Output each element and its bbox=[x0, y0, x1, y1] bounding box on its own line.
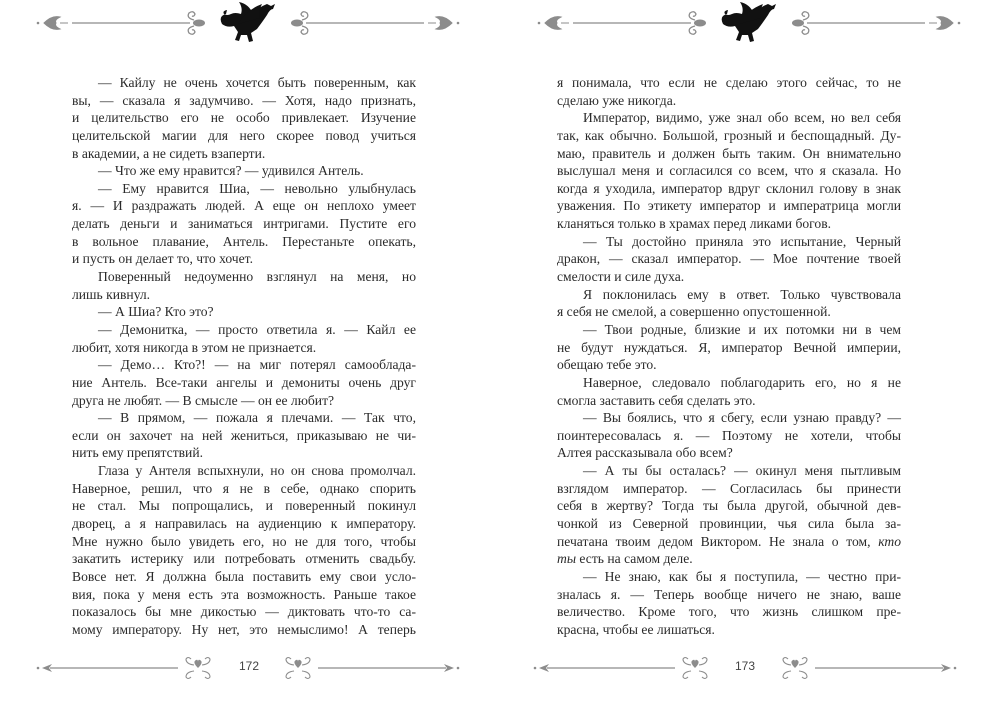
line-text: Император, видимо, уже знал обо всем, но вел себя bbox=[583, 110, 901, 126]
line-text: себя в жертву? Тогда ты была другой, обычной дев- bbox=[557, 498, 901, 514]
line-text: выслушал меня и согласился со всем, что я сказала. Но bbox=[557, 163, 901, 179]
page-number: 173 bbox=[734, 659, 756, 673]
text-line bbox=[557, 515, 901, 533]
line-text: смелости и силе духа. bbox=[557, 269, 685, 285]
text-line bbox=[72, 321, 416, 339]
line-text: Наверное, следовало поблагодарить его, но я не bbox=[583, 374, 901, 390]
line-text: я. — И раздражать людей. А еще он неплохо умеет bbox=[72, 198, 416, 214]
text-line bbox=[72, 497, 416, 515]
right-page bbox=[497, 0, 997, 707]
text-line bbox=[72, 480, 416, 498]
line-text: нить ему препятствий. bbox=[72, 445, 203, 461]
text-line bbox=[557, 74, 901, 92]
line-text: лишь кивнул. bbox=[72, 286, 151, 302]
text-line bbox=[557, 250, 901, 268]
text-line bbox=[72, 233, 416, 251]
text-line bbox=[557, 197, 901, 215]
line-text: — Кайлу не очень хочется быть поверенным, как bbox=[98, 75, 416, 90]
line-text: в вольное плавание, Антель. Перестаньте опекать, bbox=[72, 233, 416, 249]
line-text: величество. Кроме того, что жизнь слишком пре- bbox=[557, 604, 901, 620]
text-line bbox=[72, 409, 416, 427]
line-text: поинтересовалась я. — Поэтому не хотели, чтобы bbox=[557, 427, 901, 443]
header-flourish-right bbox=[291, 12, 459, 35]
line-text: я себя не смелой, а совершенно опустошенной. bbox=[557, 304, 831, 320]
text-line bbox=[72, 268, 416, 286]
text-line bbox=[72, 215, 416, 233]
text-line bbox=[557, 356, 901, 374]
text-line bbox=[557, 550, 901, 568]
line-text: — Что же ему нравится? — удивился Антель. bbox=[98, 163, 364, 179]
line-text: в академии, а не сидеть взаперти. bbox=[72, 145, 266, 161]
text-line bbox=[72, 392, 416, 410]
text-line bbox=[557, 621, 901, 639]
text-line bbox=[72, 356, 416, 374]
emphasized-text: кто bbox=[878, 533, 901, 549]
text-line bbox=[72, 444, 416, 462]
line-text: если он захочет на ней жениться, приказываю не чи- bbox=[72, 427, 416, 443]
line-text: дворец, а я направилась на аудиенцию к императору. bbox=[72, 516, 416, 532]
text-line bbox=[72, 92, 416, 110]
text-line bbox=[72, 568, 416, 586]
text-line bbox=[557, 215, 901, 233]
line-text: Мне нужно было увидеть его, но не для того, чтобы bbox=[72, 533, 416, 549]
text-line bbox=[557, 233, 901, 251]
text-line bbox=[557, 268, 901, 286]
line-text: Поверенный недоуменно взглянул на меня, но bbox=[98, 269, 416, 285]
line-text: кланяться только в храмах перед ликами богов. bbox=[557, 216, 832, 232]
line-text: мому императору. Ну нет, это немыслимо! А теперь bbox=[72, 621, 416, 637]
text-line bbox=[72, 621, 416, 639]
line-text: — Ему нравится Шиа, — невольно улыбнулась bbox=[98, 180, 416, 196]
heart-icon bbox=[791, 660, 798, 668]
line-text: чонкой из Северной провинции, чья сила была за- bbox=[557, 516, 901, 532]
text-line bbox=[557, 339, 901, 357]
text-line bbox=[72, 180, 416, 198]
emphasized-text: ты bbox=[557, 551, 577, 567]
line-text: сделаю уже никогда. bbox=[557, 92, 677, 108]
line-text: не стал. Мы попрощались, и поверенный покинул bbox=[72, 498, 416, 514]
line-text: ние Антель. Все-таки ангелы и демониты очень друг bbox=[72, 374, 416, 390]
text-line bbox=[72, 74, 416, 92]
line-text: не будут нуждаться. Я, император Вечной империи, bbox=[557, 339, 901, 355]
text-line bbox=[557, 321, 901, 339]
text-line bbox=[557, 180, 901, 198]
text-line bbox=[72, 374, 416, 392]
line-text: и пусть он делает то, что хочет. bbox=[72, 251, 253, 267]
heart-icon bbox=[691, 660, 698, 668]
text-line bbox=[72, 127, 416, 145]
text-line bbox=[72, 339, 416, 357]
text-line bbox=[557, 303, 901, 321]
line-text: — Твои родные, близкие и их потомки ни в чем bbox=[583, 321, 901, 337]
text-line bbox=[72, 197, 416, 215]
line-text: — Демонитка, — просто ответила я. — Кайл ее bbox=[98, 321, 416, 337]
line-text: целительской магии для него скорее повод учиться bbox=[72, 127, 416, 143]
text-line bbox=[72, 286, 416, 304]
text-line bbox=[557, 568, 901, 586]
line-text: обещаю тебе это. bbox=[557, 357, 657, 373]
line-text: зналась я. — Теперь вообще ничего не знаю, ваше bbox=[557, 586, 901, 602]
line-text: вы, — сказала я задумчиво. — Хотя, надо признать, bbox=[72, 92, 416, 108]
text-line bbox=[72, 550, 416, 568]
page-text bbox=[72, 74, 416, 639]
line-text: любит, хотя никогда в этом не признается. bbox=[72, 339, 317, 355]
line-text: закатить истерику или потребовать отменить свадьбу. bbox=[72, 551, 416, 567]
text-line bbox=[557, 603, 901, 621]
line-text: смогла заставить себя сделать это. bbox=[557, 392, 756, 408]
header-flourish-left bbox=[538, 12, 706, 35]
line-text: уважения. По этикету император и императрица могли bbox=[557, 198, 901, 214]
header-flourish-right bbox=[792, 12, 960, 35]
line-text: делать деньги и заниматься интригами. Пустите его bbox=[72, 216, 416, 232]
text-line bbox=[557, 92, 901, 110]
heart-icon bbox=[194, 660, 201, 668]
line-text: Глаза у Антеля вспыхнули, но он снова промолчал. bbox=[98, 463, 416, 479]
text-line bbox=[557, 533, 901, 551]
line-text: показалось бы мне дикостью — диктовать что-то са- bbox=[72, 604, 416, 620]
line-text: так, как обычно. Большой, грозный и беспощадный. Ду- bbox=[557, 127, 901, 143]
text-line bbox=[557, 480, 901, 498]
text-line bbox=[72, 162, 416, 180]
line-text: Алтея рассказывала обо всем? bbox=[557, 445, 733, 461]
text-line bbox=[72, 586, 416, 604]
line-text: красна, чтобы ее лишаться. bbox=[557, 621, 715, 637]
dragon-icon bbox=[221, 2, 275, 42]
text-line bbox=[557, 109, 901, 127]
line-text: когда я уходила, император вдруг склонил голову в знак bbox=[557, 180, 901, 196]
text-line bbox=[557, 145, 901, 163]
line-text: — Демо… Кто?! — на миг потерял самооблада- bbox=[98, 357, 416, 373]
text-line bbox=[557, 586, 901, 604]
text-line bbox=[557, 427, 901, 445]
line-text: взглядом император. — Согласилась бы принести bbox=[557, 480, 901, 496]
text-line bbox=[557, 162, 901, 180]
text-line bbox=[557, 286, 901, 304]
line-text: Вовсе нет. Я должна была поставить ему свои усло- bbox=[72, 568, 416, 584]
text-line bbox=[557, 444, 901, 462]
text-line bbox=[557, 462, 901, 480]
header-flourish-left bbox=[37, 12, 205, 35]
line-text: вия, пока у меня есть эта возможность. Раньше такое bbox=[72, 586, 416, 602]
line-text: дракон, — сказал император. — Мое почтение твоей bbox=[557, 251, 901, 267]
text-line bbox=[72, 603, 416, 621]
line-text: — В прямом, — пожала я плечами. — Так что, bbox=[98, 410, 416, 426]
line-text: друга не любят. — В смысле — он ее любит? bbox=[72, 392, 335, 408]
line-text: и целительство его не особо привлекает. Изучение bbox=[72, 110, 416, 126]
text-line bbox=[557, 374, 901, 392]
line-text: — Вы боялись, что я сбегу, если узнаю правду? — bbox=[583, 410, 901, 426]
line-text: — А Шиа? Кто это? bbox=[98, 304, 214, 320]
text-line bbox=[72, 427, 416, 445]
text-line bbox=[72, 303, 416, 321]
text-line bbox=[72, 109, 416, 127]
page-text bbox=[557, 74, 901, 639]
heart-icon bbox=[294, 660, 301, 668]
text-line bbox=[72, 145, 416, 163]
line-text: маю, правитель и должен быть таким. Он внимательно bbox=[557, 145, 901, 161]
text-line bbox=[557, 409, 901, 427]
line-text: я понимала, что если не сделаю этого сейчас, то не bbox=[557, 75, 901, 90]
line-text: — Ты достойно приняла это испытание, Черный bbox=[583, 233, 901, 249]
dragon-icon bbox=[722, 2, 776, 42]
text-line bbox=[557, 127, 901, 145]
line-text: есть на самом деле. bbox=[576, 551, 693, 567]
line-text: — А ты бы осталась? — окинул меня пытливым bbox=[583, 463, 901, 479]
line-text: Наверное, решил, что я не в себе, однако спорить bbox=[72, 480, 416, 496]
text-line bbox=[557, 392, 901, 410]
text-line bbox=[72, 515, 416, 533]
line-text: печатана твоим дедом Виктором. Не знала о том, bbox=[557, 533, 879, 549]
line-text: Я поклонилась ему в ответ. Только чувствовала bbox=[583, 286, 901, 302]
text-line bbox=[72, 462, 416, 480]
text-line bbox=[72, 250, 416, 268]
page-number: 172 bbox=[238, 659, 260, 673]
text-line bbox=[72, 533, 416, 551]
text-line bbox=[557, 497, 901, 515]
line-text: — Не знаю, как бы я поступила, — честно при- bbox=[583, 568, 901, 584]
